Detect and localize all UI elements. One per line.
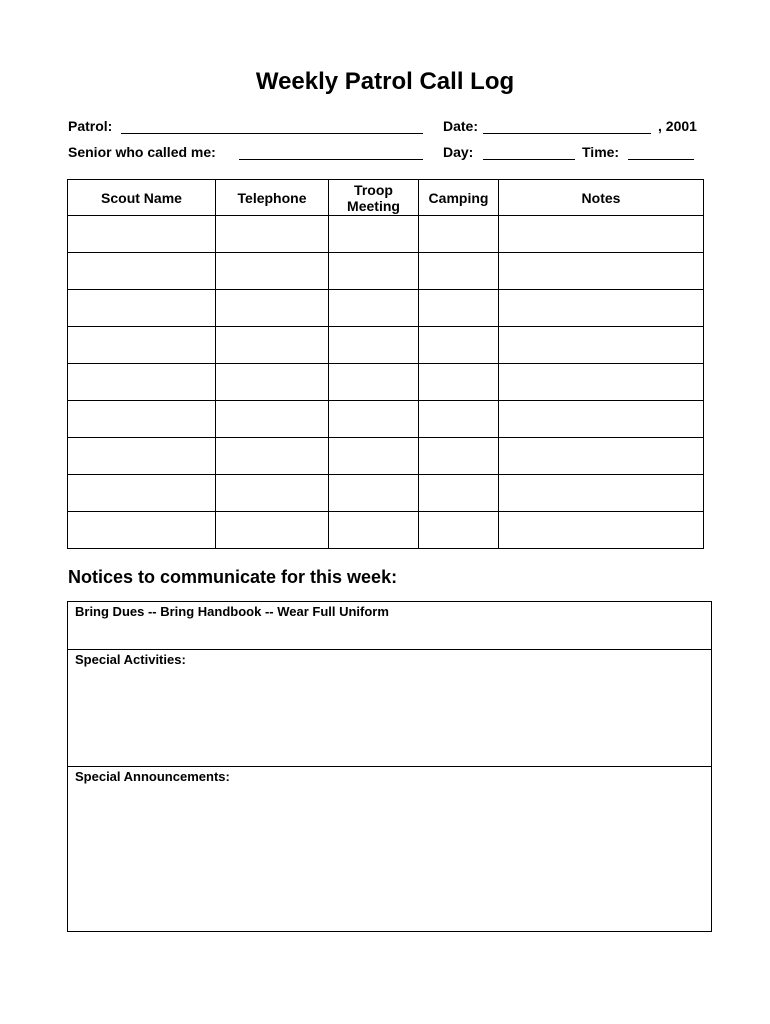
table-cell[interactable] — [68, 512, 216, 549]
column-header-scout-name: Scout Name — [68, 180, 216, 216]
table-cell[interactable] — [499, 438, 704, 475]
table-cell[interactable] — [329, 216, 419, 253]
table-row — [68, 475, 704, 512]
table-cell[interactable] — [499, 290, 704, 327]
column-header-telephone: Telephone — [216, 180, 329, 216]
table-cell[interactable] — [329, 401, 419, 438]
table-row — [68, 401, 704, 438]
patrol-blank[interactable] — [121, 133, 423, 134]
column-header-notes: Notes — [499, 180, 704, 216]
special-activities-box[interactable] — [67, 649, 712, 767]
table-cell[interactable] — [499, 512, 704, 549]
table-cell[interactable] — [216, 216, 329, 253]
senior-label: Senior who called me: — [68, 144, 216, 160]
reminder-text: Bring Dues -- Bring Handbook -- Wear Full Uniform — [75, 604, 389, 619]
table-cell[interactable] — [216, 512, 329, 549]
table-cell[interactable] — [419, 364, 499, 401]
table-cell[interactable] — [68, 364, 216, 401]
table-cell[interactable] — [68, 475, 216, 512]
table-cell[interactable] — [68, 401, 216, 438]
table-cell[interactable] — [329, 364, 419, 401]
time-label: Time: — [582, 144, 620, 160]
table-cell[interactable] — [419, 327, 499, 364]
table-cell[interactable] — [216, 290, 329, 327]
table-row — [68, 216, 704, 253]
table-cell[interactable] — [419, 290, 499, 327]
table-cell[interactable] — [68, 290, 216, 327]
table-cell[interactable] — [216, 364, 329, 401]
table-cell[interactable] — [216, 253, 329, 290]
table-cell[interactable] — [419, 216, 499, 253]
table-cell[interactable] — [329, 253, 419, 290]
table-cell[interactable] — [216, 438, 329, 475]
table-cell[interactable] — [216, 475, 329, 512]
table-cell[interactable] — [329, 512, 419, 549]
table-row — [68, 253, 704, 290]
table-cell[interactable] — [329, 327, 419, 364]
table-cell[interactable] — [419, 401, 499, 438]
table-cell[interactable] — [68, 327, 216, 364]
table-cell[interactable] — [216, 327, 329, 364]
table-cell[interactable] — [329, 475, 419, 512]
year-suffix: , 2001 — [658, 118, 697, 134]
table-cell[interactable] — [68, 253, 216, 290]
table-cell[interactable] — [419, 253, 499, 290]
day-blank[interactable] — [483, 159, 575, 160]
table-header-row — [68, 180, 704, 216]
reminder-box[interactable] — [67, 601, 712, 650]
table-row — [68, 364, 704, 401]
day-label: Day: — [443, 144, 474, 160]
table-cell[interactable] — [419, 512, 499, 549]
table-row — [68, 290, 704, 327]
table-cell[interactable] — [329, 438, 419, 475]
table-cell[interactable] — [216, 401, 329, 438]
table-row — [68, 438, 704, 475]
column-header-camping: Camping — [419, 180, 499, 216]
table-cell[interactable] — [419, 475, 499, 512]
special-activities-label: Special Activities: — [75, 652, 186, 667]
time-blank[interactable] — [628, 159, 694, 160]
table-cell[interactable] — [499, 401, 704, 438]
table-cell[interactable] — [499, 253, 704, 290]
special-announcements-box[interactable] — [67, 766, 712, 932]
column-header-troop-meeting — [329, 180, 419, 216]
date-blank[interactable] — [483, 133, 651, 134]
table-cell[interactable] — [499, 216, 704, 253]
table-cell[interactable] — [329, 290, 419, 327]
table-cell[interactable] — [68, 216, 216, 253]
patrol-label: Patrol: — [68, 118, 113, 134]
page-title: Weekly Patrol Call Log — [255, 68, 515, 95]
table-cell[interactable] — [499, 327, 704, 364]
table-cell[interactable] — [419, 438, 499, 475]
table-cell[interactable] — [499, 364, 704, 401]
senior-blank[interactable] — [239, 159, 423, 160]
special-announcements-label: Special Announcements: — [75, 769, 230, 784]
table-row — [68, 512, 704, 549]
table-cell[interactable] — [68, 438, 216, 475]
call-log-table — [67, 179, 704, 549]
table-cell[interactable] — [499, 475, 704, 512]
call-log-body — [68, 216, 704, 549]
notices-heading: Notices to communicate for this week: — [68, 567, 398, 587]
troop-meeting-text: Troop Meeting — [347, 181, 400, 214]
table-row — [68, 327, 704, 364]
date-label: Date: — [443, 118, 479, 134]
